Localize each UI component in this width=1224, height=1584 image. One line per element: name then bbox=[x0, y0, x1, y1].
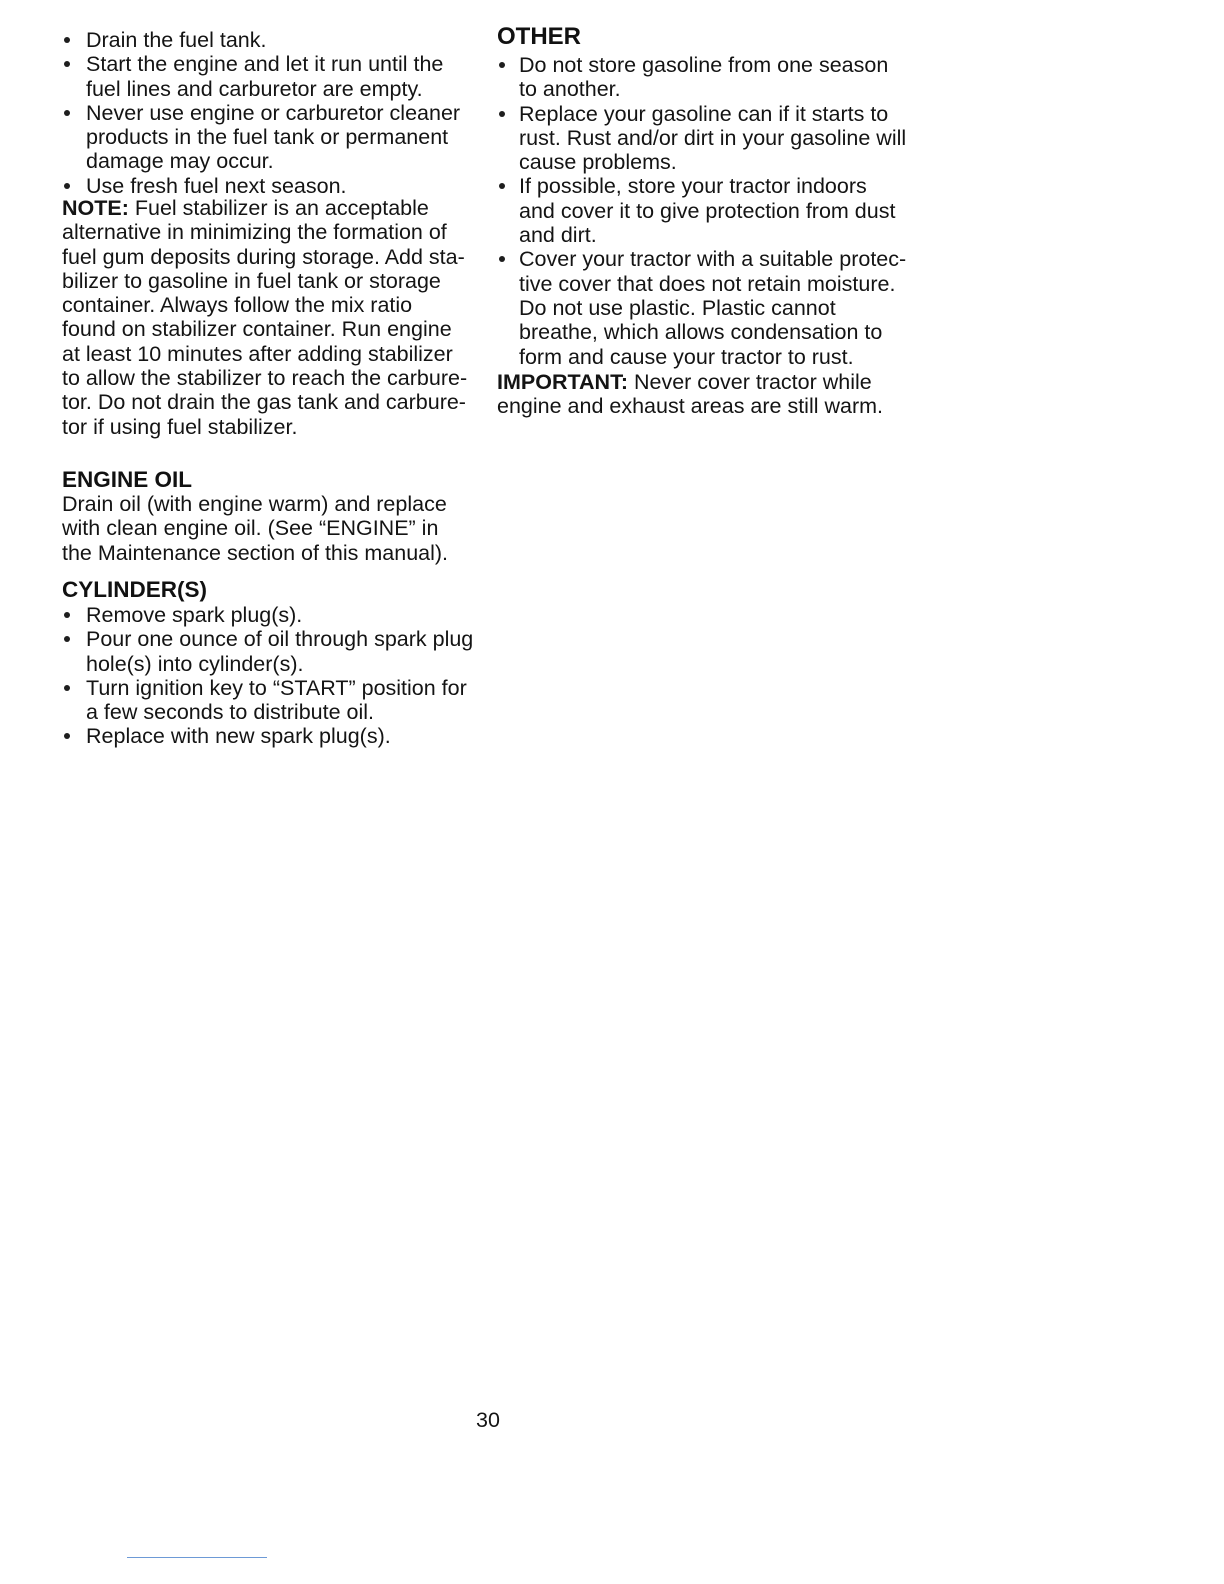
list-item bbox=[497, 247, 906, 368]
note-first-line bbox=[62, 196, 467, 220]
line: products in the fuel tank or permanent bbox=[86, 125, 449, 150]
line: damage may occur. bbox=[86, 149, 274, 174]
bullet-icon bbox=[499, 111, 505, 117]
line: fuel gum deposits during storage. Add sta- bbox=[62, 244, 465, 269]
fuel-stabilizer-note bbox=[62, 196, 467, 439]
cylinders-heading: CYLINDER(S) bbox=[62, 577, 207, 602]
line: with clean engine oil. (See “ENGINE” in bbox=[62, 516, 439, 541]
list-item bbox=[62, 603, 473, 627]
note-label: NOTE: bbox=[62, 196, 129, 220]
list-item bbox=[497, 174, 906, 247]
bullet-icon bbox=[64, 61, 70, 67]
line: tor. Do not drain the gas tank and carbure- bbox=[62, 390, 466, 415]
list-item bbox=[62, 28, 460, 52]
line: Fuel stabilizer is an acceptable bbox=[134, 196, 429, 220]
line: rust. Rust and/or dirt in your gasoline will bbox=[519, 125, 907, 150]
line: Pour one ounce of oil through spark plug bbox=[86, 627, 474, 652]
fuel-storage-steps bbox=[62, 28, 460, 198]
list-item bbox=[62, 627, 473, 676]
list-item bbox=[497, 102, 906, 175]
list-item bbox=[62, 52, 460, 101]
line: to another. bbox=[519, 77, 621, 102]
bullet-icon bbox=[64, 183, 70, 189]
line: to allow the stabilizer to reach the carbure- bbox=[62, 366, 468, 391]
line: found on stabilizer container. Run engine bbox=[62, 317, 452, 342]
bullet-icon bbox=[64, 110, 70, 116]
list-item bbox=[62, 174, 460, 198]
line: Use fresh fuel next season. bbox=[86, 173, 347, 198]
line: alternative in minimizing the formation of bbox=[62, 220, 447, 245]
line: Drain the fuel tank. bbox=[86, 28, 267, 52]
list-item bbox=[62, 101, 460, 174]
line: breathe, which allows condensation to bbox=[519, 320, 883, 345]
line: the Maintenance section of this manual). bbox=[62, 540, 449, 565]
line: form and cause your tractor to rust. bbox=[519, 344, 854, 369]
important-label: IMPORTANT: bbox=[497, 370, 628, 394]
line: Remove spark plug(s). bbox=[86, 603, 303, 627]
bullet-icon bbox=[64, 685, 70, 691]
line: and dirt. bbox=[519, 223, 597, 248]
line: Do not use plastic. Plastic cannot bbox=[519, 295, 836, 320]
line: Start the engine and let it run until the bbox=[86, 52, 444, 77]
bullet-icon bbox=[499, 183, 505, 189]
bullet-icon bbox=[64, 37, 70, 43]
line: and cover it to give protection from dust bbox=[519, 198, 896, 223]
line: Drain oil (with engine warm) and replace bbox=[62, 492, 447, 516]
line: at least 10 minutes after adding stabilizer bbox=[62, 341, 453, 366]
list-item bbox=[62, 724, 473, 748]
line: Cover your tractor with a suitable protec- bbox=[519, 247, 907, 272]
line: tor if using fuel stabilizer. bbox=[62, 414, 298, 439]
line: If possible, store your tractor indoors bbox=[519, 174, 867, 199]
bullet-icon bbox=[499, 62, 505, 68]
line: container. Always follow the mix ratio bbox=[62, 293, 413, 318]
line: Never use engine or carburetor cleaner bbox=[86, 100, 461, 125]
list-item bbox=[497, 53, 906, 102]
other-storage-tips bbox=[497, 53, 906, 369]
bullet-icon bbox=[64, 636, 70, 642]
important-note bbox=[497, 370, 883, 419]
engine-oil-heading: ENGINE OIL bbox=[62, 467, 193, 492]
line: Replace with new spark plug(s). bbox=[86, 724, 391, 749]
bullet-icon bbox=[499, 256, 505, 262]
other-heading: OTHER bbox=[497, 23, 581, 50]
list-item bbox=[62, 676, 473, 725]
line: Turn ignition key to “START” position for bbox=[86, 675, 467, 700]
line: engine and exhaust areas are still warm. bbox=[497, 394, 884, 419]
important-first-line bbox=[497, 370, 883, 394]
engine-oil-paragraph bbox=[62, 492, 448, 565]
line: a few seconds to distribute oil. bbox=[86, 700, 375, 725]
line: fuel lines and carburetor are empty. bbox=[86, 76, 423, 101]
bullet-icon bbox=[64, 733, 70, 739]
cylinder-steps bbox=[62, 603, 473, 749]
line: hole(s) into cylinder(s). bbox=[86, 651, 304, 676]
line: bilizer to gasoline in fuel tank or storage bbox=[62, 268, 441, 293]
line: Do not store gasoline from one season bbox=[519, 53, 889, 77]
line: cause problems. bbox=[519, 150, 677, 175]
line: Replace your gasoline can if it starts to bbox=[519, 101, 889, 126]
bullet-icon bbox=[64, 612, 70, 618]
scan-edge-line bbox=[127, 1557, 267, 1558]
line: tive cover that does not retain moisture. bbox=[519, 271, 896, 296]
page-number: 30 bbox=[476, 1408, 500, 1432]
line: Never cover tractor while bbox=[633, 370, 872, 394]
